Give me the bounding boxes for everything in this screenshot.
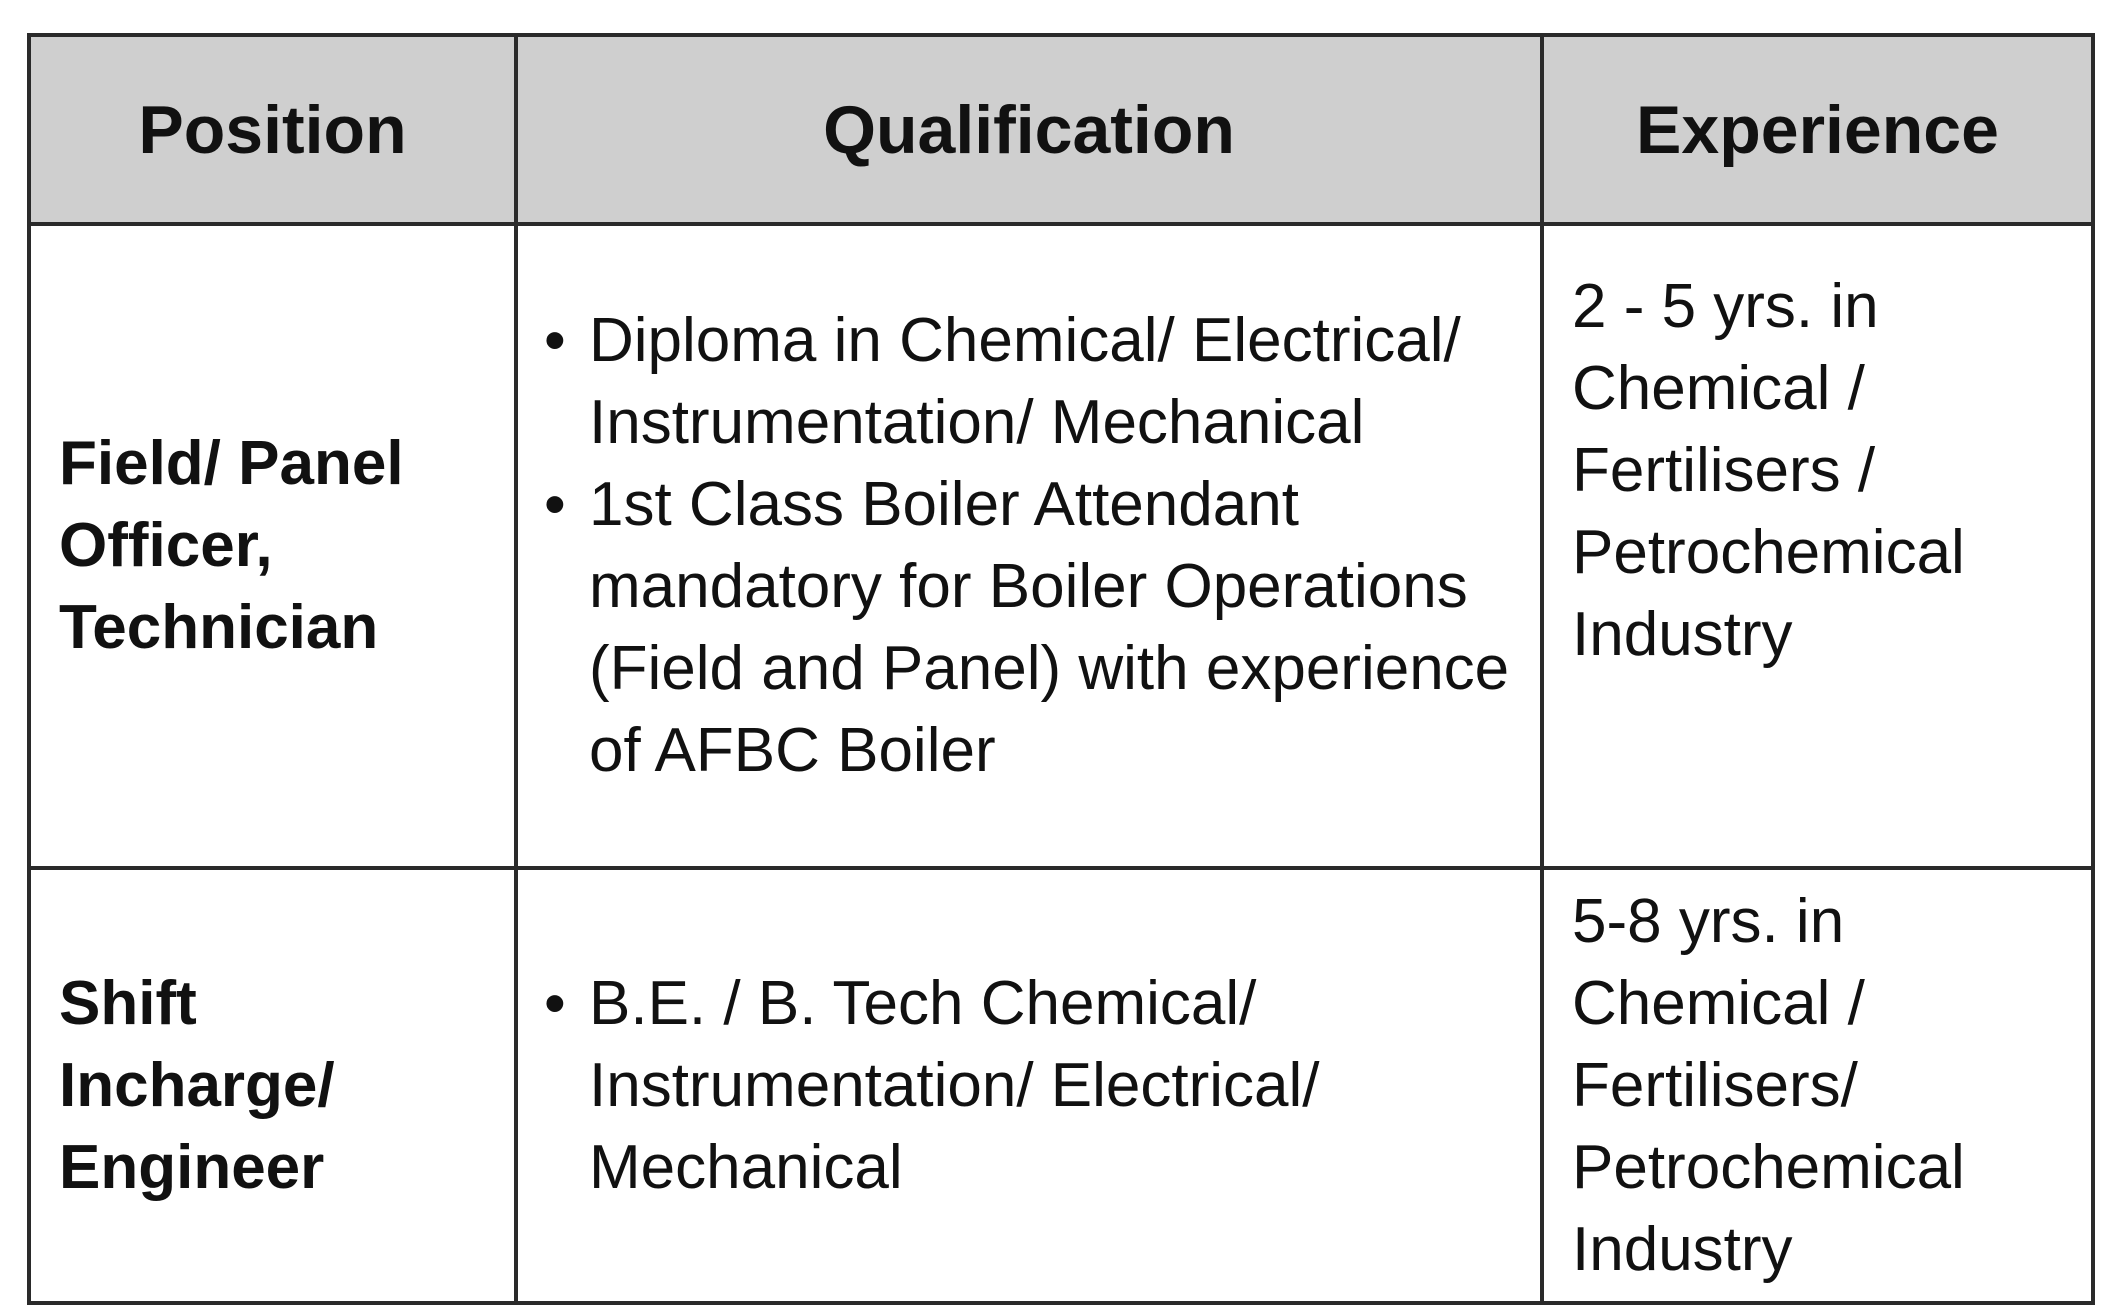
header-experience: Experience [1542,35,2093,224]
position-line: Incharge/ [59,1050,335,1120]
bullet-icon: • [544,968,566,1038]
table-header-row [29,35,2093,224]
header-qualification: Qualification [516,35,1542,224]
experience-cell [1542,224,2093,868]
experience-line: Industry [1572,1214,1793,1284]
experience-line: Petrochemical [1572,518,1965,587]
qualification-text: B.E. / B. Tech Chemical/ Instrumentation/ Electrical/ Mechanical [589,968,1320,1202]
experience-line: Chemical / [1572,354,1865,423]
qualification-cell [516,868,1542,1303]
qualification-text: 1st Class Boiler Attendant mandatory for Boiler Operations (Field and Panel) with experience of AFBC Boiler [589,470,1510,785]
position-line: Shift [59,968,197,1038]
qualification-table [27,33,2095,1305]
experience-line: Petrochemical [1572,1132,1965,1202]
experience-line: Chemical / [1572,968,1865,1038]
experience-line: Fertilisers / [1572,436,1876,505]
experience-line: 2 - 5 yrs. in [1572,272,1879,341]
header-position: Position [29,35,516,224]
experience-line: 5-8 yrs. in [1572,886,1845,956]
table-row [29,868,2093,1303]
position-cell [29,224,516,868]
qualification-text: Diploma in Chemical/ Electrical/ Instrumentation/ Mechanical [589,306,1461,457]
qualification-list [538,300,1530,792]
experience-cell [1542,868,2093,1303]
bullet-icon: • [544,306,566,375]
bullet-icon: • [544,470,566,539]
experience-line: Industry [1572,600,1793,669]
position-line: Field/ Panel [59,429,404,498]
qualification-cell [516,224,1542,868]
list-item [538,464,1530,792]
position-line: Technician [59,593,379,662]
list-item [538,963,1530,1209]
table-row [29,224,2093,868]
position-cell [29,868,516,1303]
experience-line: Fertilisers/ [1572,1050,1858,1120]
position-line: Engineer [59,1132,325,1202]
list-item [538,300,1530,464]
qualification-list [538,963,1530,1209]
position-line: Officer, [59,511,273,580]
